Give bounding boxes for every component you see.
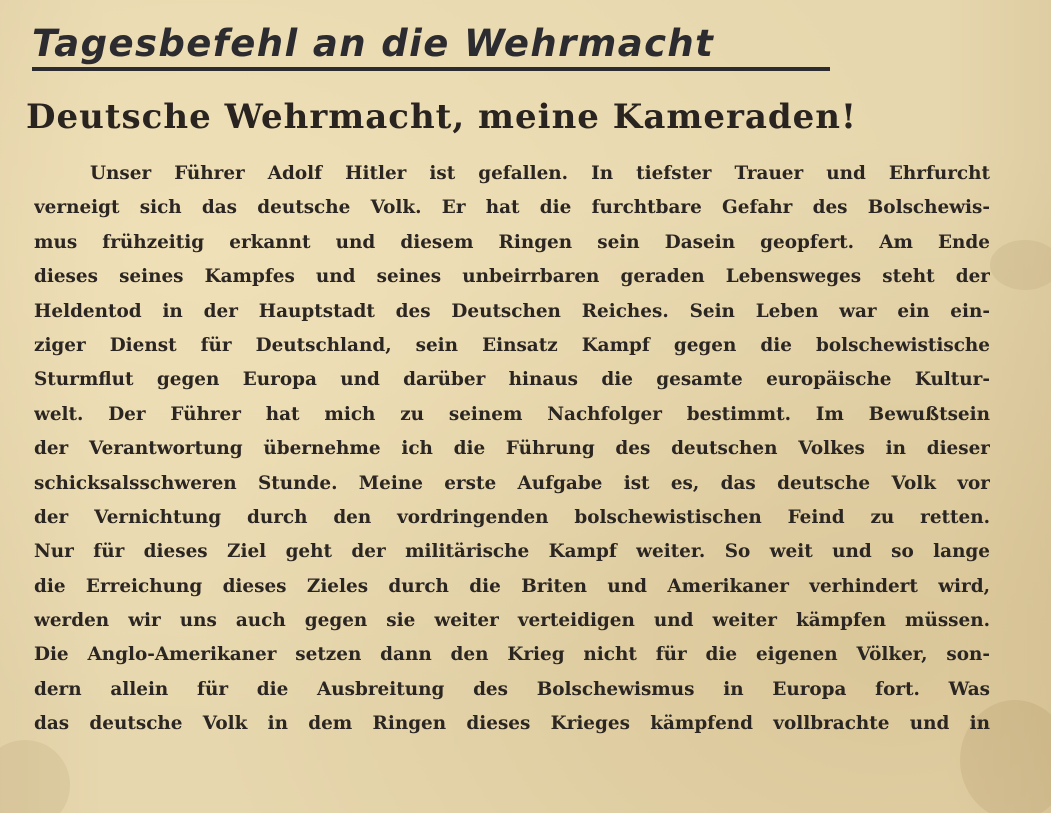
text-line: die Erreichung dieses Zieles durch die Briten und Amerikaner verhindert wird, xyxy=(34,575,990,597)
text-line: schicksalsschweren Stunde. Meine erste Aufgabe ist es, das deutsche Volk vor xyxy=(34,472,990,494)
text-line: der Verantwortung übernehme ich die Führung des deutschen Volkes in dieser xyxy=(34,438,990,460)
text-line: dieses seines Kampfes und seines unbeirrbaren geraden Lebensweges steht der xyxy=(34,266,990,288)
paper-stain xyxy=(990,240,1051,290)
text-line: ziger Dienst für Deutschland, sein Einsatz Kampf gegen die bolschewistische xyxy=(34,334,990,356)
text-line: Die Anglo-Amerikaner setzen dann den Krieg nicht für die eigenen Völker, son- xyxy=(34,644,990,666)
text-line: verneigt sich das deutsche Volk. Er hat die furchtbare Gefahr des Bolschewis- xyxy=(34,197,990,219)
text-line: werden wir uns auch gegen sie weiter verteidigen und weiter kämpfen müssen. xyxy=(34,610,990,632)
text-line: dern allein für die Ausbreitung des Bolschewismus in Europa fort. Was xyxy=(34,678,990,700)
rubric-title: Tagesbefehl an die Wehrmacht xyxy=(32,22,715,65)
text-line: der Vernichtung durch den vordringenden bolschewistischen Feind zu retten. xyxy=(34,506,990,528)
text-line: Sturmflut gegen Europa und darüber hinaus die gesamte europäische Kultur- xyxy=(34,369,990,391)
paper-stain xyxy=(0,740,70,813)
text-line: Unser Führer Adolf Hitler ist gefallen. In tiefster Trauer und Ehrfurcht xyxy=(90,163,990,184)
text-line: das deutsche Volk in dem Ringen dieses Krieges kämpfend vollbrachte und in xyxy=(34,713,990,735)
section-rubric xyxy=(32,22,830,74)
headline: Deutsche Wehrmacht, meine Kameraden! xyxy=(26,97,857,137)
text-line: mus frühzeitig erkannt und diesem Ringen sein Dasein geopfert. Am Ende xyxy=(34,231,990,253)
text-line: Heldentod in der Hauptstadt des Deutschen Reiches. Sein Leben war ein ein- xyxy=(34,300,990,322)
article-body xyxy=(34,157,990,742)
rubric-underline xyxy=(32,67,830,71)
text-line: welt. Der Führer hat mich zu seinem Nachfolger bestimmt. Im Bewußtsein xyxy=(34,403,990,425)
text-line: Nur für dieses Ziel geht der militärische Kampf weiter. So weit und so lange xyxy=(34,541,990,563)
